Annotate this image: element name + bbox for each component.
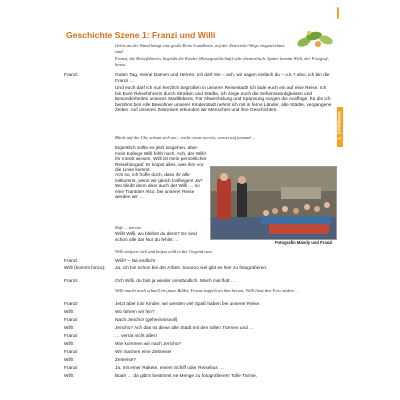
dialogue-text: Wie kommen wir nach Jericho? <box>115 342 181 347</box>
stage-direction-2: Blickt auf die Uhr, schaut sich um – wirkt etwas nervös, wartet auf jemand … <box>115 135 256 140</box>
scene-title: Geschichte Szene 1: Franzi und Willi <box>66 30 216 40</box>
dialogue-speaker: Willi: <box>64 342 75 347</box>
dialogue-text: Ja, mit einer Rakete, einem Schiff oder Reisebus … <box>115 366 224 371</box>
dialogue-text: Willi! Willi, wo bleibst du denn? Es sind schon alle da! Nur du fehlst … <box>115 232 197 243</box>
dialogue-speaker: Franzi: <box>64 318 79 323</box>
stage-direction-4: Willi stolpert sich und knipst wild in der Gegend rum. <box>115 249 213 254</box>
dialogue-text: Jetzt aber los! Kinder, wir werden viel Spaß haben bei unserer Reise. <box>115 302 261 307</box>
dialogue-speaker: Franzi: <box>64 302 79 307</box>
dialogue-speaker: Franzi: <box>64 279 79 284</box>
dialogue-text: Wir machen eine Zeitreise! <box>115 350 172 355</box>
dialogue-speaker: Franzi: <box>64 259 79 264</box>
dialogue-text: Ja, ich bin schon bei der Arbeit. Sooooo viel gibt es hier zu fotografieren. <box>115 266 268 271</box>
dialogue-text: Guten Tag, meine Damen und Herren. Ich darf Sie – ach, wir sagen einfach du – o.k.? also, ich bin die Franzi … <box>115 73 330 84</box>
dialogue-speaker: Franzi: <box>64 73 79 78</box>
dialogue-text: Ach so, ich hoffe doch, dass ihr alle mitkommt, wenn wir gleich losfliegen! Ja? Wo bleibt denn aber auch der Willi … so eine Trantüte! Also, bei unserer Reise werden wir … <box>115 173 203 200</box>
dialogue-speaker: Willi: <box>64 358 75 363</box>
dialogue-text: Nach Jericho! (geheimnisvoll) <box>115 318 178 323</box>
dialogue-speaker: Franzi: <box>64 366 79 371</box>
dialogue-text: … verrat nicht alles! <box>115 334 157 339</box>
dialogue-text: Zeitreise? <box>115 358 136 363</box>
photo-caption: Fotografin Mandy und Franzi <box>275 240 333 245</box>
stage-direction-5: Willi macht noch schnell ein paar Bilder, Franzi zappelt an ihm herum, Willi lässt den Foto sinken … <box>115 288 300 293</box>
dialogue-text: Och Willi, du bist ja wieder umständlich. Mach mal flott … <box>115 279 236 284</box>
document-page <box>62 0 337 400</box>
stage-direction-intro-2: Franzi, die Reiseführerin, begrüßt die Kinder (Reisegesellschaft) sehr theatralisch. Später kommt Willi, der Fotograf, hinzu. <box>115 56 329 67</box>
dialogue-text: Eigentlich sollte es jetzt losgehen, aber mein Kollege Willi fehlt noch. Ach, der Willi! Ihr müsst wissen, Willi ist mein persönlicher Reisefotograf. Er knipst alles, was ihm vor die Linse kommt. <box>115 146 207 173</box>
dialogue-text: Und euch darf ich nun herzlich begrüßen in unserer Reisestadt! Ich lade euch ein auf eine Reise. Ich bin Eure Reiseführerin durch Straßen und Städte, ich zeige euch die Sehenswürdigkeiten und Besonderheiten unseres Stadtlebens. Für Abwechslung und Spannung sorgen die Ausflüge, für die ich berühmt bin! Alle Bewohner unserer Kinderstadt nehmt ich mit in ferne Länder, alte Städte, vergangene Zeiten. Auf unseren Zeitreisen erkunden wir Menschen und ihre Geschichten. <box>115 86 332 113</box>
dialogue-text: Boah … da gibt's bestimmt ne Menge zu fotografieren! Tolle Türme, <box>115 374 257 379</box>
stage-direction-3: Ruft … nervös <box>115 225 142 230</box>
dialogue-text: Jericho? Ach das ist diese alte Stadt mit den tollen Türmen und … <box>115 326 254 331</box>
side-tab <box>337 107 343 147</box>
dialogue-text: Willi? – Na endlich! <box>115 259 156 264</box>
stage-direction-intro-1: Gehts an der Wand hängt eine große Reise-Landkarte, auf der Zeitreiche-Wege eingezeichnet sind. <box>115 43 285 54</box>
scene-photo-image <box>211 167 336 239</box>
side-tab-label: 1. Zeitklasse <box>337 111 343 140</box>
dialogue-speaker: Willi: <box>64 310 75 315</box>
dialogue-speaker: Franzi: <box>64 334 79 339</box>
dialogue-speaker: Willi: <box>64 326 75 331</box>
dialogue-text: Wo fahren wir hin? <box>115 310 155 315</box>
dialogue-speaker: Willi: <box>64 374 75 379</box>
dialogue-speaker: Willi (kommt hinzu): <box>64 266 106 271</box>
leaf-decoration-icon <box>294 24 336 52</box>
scene-photo <box>210 166 337 240</box>
dialogue-speaker: Franzi: <box>64 350 79 355</box>
